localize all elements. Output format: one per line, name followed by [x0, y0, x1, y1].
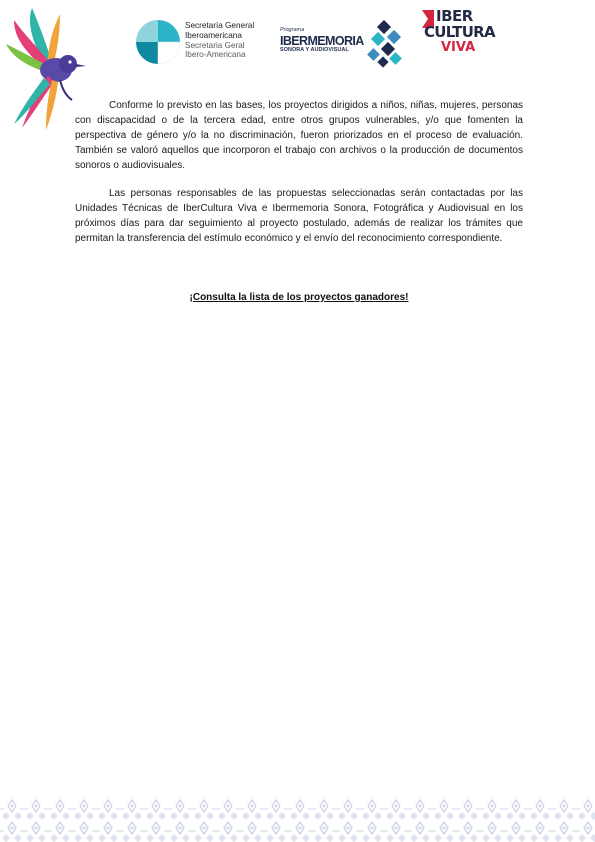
segib-line4: Ibero-Americana: [185, 50, 246, 60]
segib-line1: Secretaría General: [185, 21, 255, 30]
ornamental-footer-pattern: [0, 798, 595, 842]
ibercultura-line2: CULTURA: [424, 23, 495, 41]
ibermemoria-text: [280, 28, 364, 53]
segib-mark-icon: [136, 20, 180, 64]
document-body: [75, 98, 523, 259]
paragraph-contact: Las personas responsables de las propuestas seleccionadas serán contactadas por las Unidades Técnicas de IberCultura Viva e Ibermemoria Sonora, Fotográfica y Audiovisual en los próximos días para dar seguimiento al proyecto postulado, además de realizar los trámites que permitan la transferencia del estímulo económico y el envío del reconocimiento correspondiente.: [75, 188, 523, 244]
ibermemoria-mark-icon: [365, 20, 405, 70]
ibercultura-line3: VIVA: [441, 40, 476, 55]
ibercultura-viva-logo: [422, 9, 494, 73]
ibercultura-line1: IBER: [436, 7, 473, 25]
segib-line3: Secretaria Geral: [185, 40, 245, 50]
segib-logo: [136, 20, 266, 66]
winners-list-link[interactable]: ¡Consulta la lista de los proyectos ganadores!: [189, 292, 409, 303]
ibercultura-text: [424, 7, 495, 55]
ibermemoria-logo: [280, 20, 405, 70]
ibermemoria-programa: Programa: [280, 27, 305, 33]
segib-line2: Iberoamericana: [185, 30, 242, 40]
ibermemoria-name: IBERMEMORIA: [280, 33, 364, 48]
ibermemoria-subtitle: SONORA Y AUDIOVISUAL: [280, 47, 349, 53]
paragraph-priorities: Conforme lo previsto en las bases, los proyectos dirigidos a niños, niñas, mujeres, personas con discapacidad o de la tercera edad, entre otros grupos vulnerables, y/o que fomenten la perspectiva de género y/o la no discriminación, fueron priorizados en el proceso de evaluación. También se valoró aquellos que incorporon el trabajo con archivos o la producción de documentos sonoros o audiovisuales.: [75, 100, 523, 171]
segib-text: [185, 21, 254, 60]
